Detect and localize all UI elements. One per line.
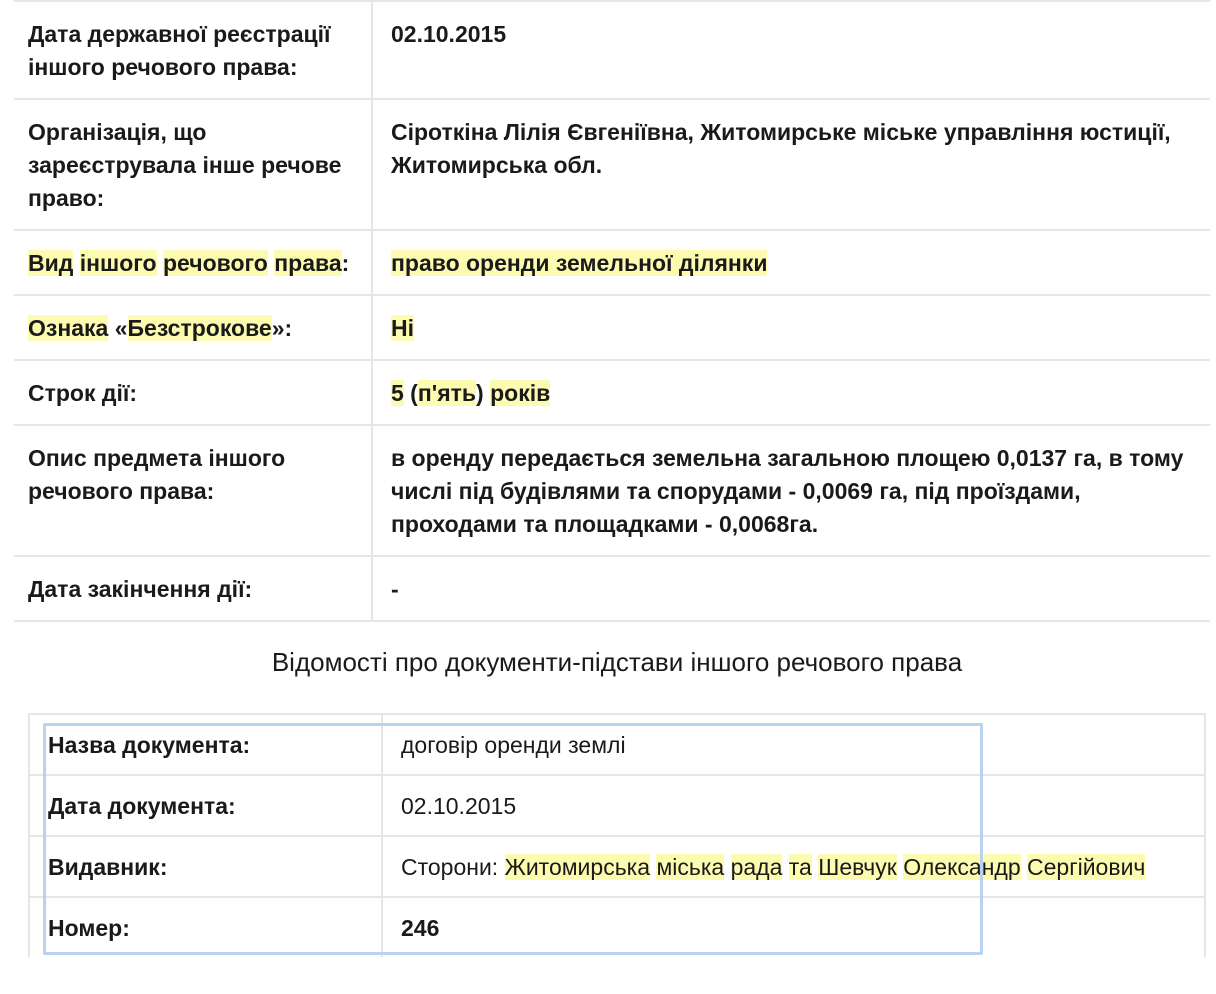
- highlighted-text: право оренди земельної ділянки: [391, 250, 768, 276]
- text-fragment: Сторони:: [401, 854, 505, 880]
- highlighted-word: Сергійович: [1027, 854, 1146, 880]
- text-fragment: :: [341, 250, 350, 276]
- table-row: [14, 230, 1210, 295]
- highlighted-word: Безстрокове: [127, 315, 272, 341]
- table-row: [29, 714, 1205, 775]
- text-fragment: [157, 250, 163, 276]
- indefinite-flag-value: [372, 295, 1210, 360]
- highlighted-word: Ознака: [28, 315, 109, 341]
- indefinite-flag-label: [14, 295, 372, 360]
- text-fragment: »:: [271, 315, 293, 341]
- right-type-value: [372, 230, 1210, 295]
- table-row: [29, 775, 1205, 836]
- subject-description-label: Опис предмета іншого речового права:: [14, 425, 372, 556]
- highlighted-word: Вид: [28, 250, 74, 276]
- end-date-value: -: [372, 556, 1210, 621]
- issuer-value: [382, 836, 1205, 897]
- issuer-label: Видавник:: [29, 836, 382, 897]
- document-name-label: Назва документа:: [29, 714, 382, 775]
- subject-description-value: в оренду передається земельна загальною площею 0,0137 га, в тому числі під будівлями та спорудами - 0,0069 га, під проїздами, проходами та площадками - 0,0068га.: [372, 425, 1210, 556]
- table-row: [14, 556, 1210, 621]
- table-row: [14, 425, 1210, 556]
- table-row: [14, 1, 1210, 99]
- text-fragment: [724, 854, 730, 880]
- highlighted-word: Житомирська: [504, 854, 651, 880]
- highlighted-word: рада: [730, 854, 783, 880]
- documents-table: [28, 713, 1206, 957]
- term-value: [372, 360, 1210, 425]
- document-name-value: договір оренди землі: [382, 714, 1205, 775]
- highlighted-word: іншого: [79, 250, 157, 276]
- organization-label: Організація, що зареєструвала інше речове право:: [14, 99, 372, 230]
- highlighted-word: Олександр: [903, 854, 1021, 880]
- text-fragment: ): [476, 380, 491, 406]
- highlighted-word: та: [788, 854, 812, 880]
- document-number-label: Номер:: [29, 897, 382, 957]
- end-date-label: Дата закінчення дії:: [14, 556, 372, 621]
- text-fragment: [73, 250, 79, 276]
- term-label: Строк дії:: [14, 360, 372, 425]
- registration-date-label: Дата державної реєстрації іншого речового права:: [14, 1, 372, 99]
- highlighted-word: п'ять: [417, 380, 477, 406]
- documents-section-title: Відомості про документи-підстави іншого речового права: [271, 647, 963, 677]
- table-row: [29, 836, 1205, 897]
- highlighted-word: речового: [162, 250, 268, 276]
- highlighted-word: Шевчук: [818, 854, 897, 880]
- document-date-value: 02.10.2015: [382, 775, 1205, 836]
- document-number-value: 246: [382, 897, 1205, 957]
- text-fragment: [782, 854, 788, 880]
- highlighted-word: 5: [391, 380, 404, 406]
- highlighted-word: права: [274, 250, 342, 276]
- table-row: [14, 99, 1210, 230]
- right-type-label: [14, 230, 372, 295]
- table-row: [29, 897, 1205, 957]
- text-fragment: (: [403, 380, 418, 406]
- highlighted-word: років: [490, 380, 551, 406]
- highlighted-word: міська: [656, 854, 725, 880]
- organization-value: Сіроткіна Лілія Євгеніївна, Житомирське міське управління юстиції, Житомирська обл.: [372, 99, 1210, 230]
- table-row: [14, 295, 1210, 360]
- text-fragment: «: [108, 315, 128, 341]
- highlighted-text: Ні: [391, 315, 414, 341]
- registration-date-value: 02.10.2015: [372, 1, 1210, 99]
- right-details-table: [14, 0, 1210, 622]
- document-date-label: Дата документа:: [29, 775, 382, 836]
- table-row: [14, 360, 1210, 425]
